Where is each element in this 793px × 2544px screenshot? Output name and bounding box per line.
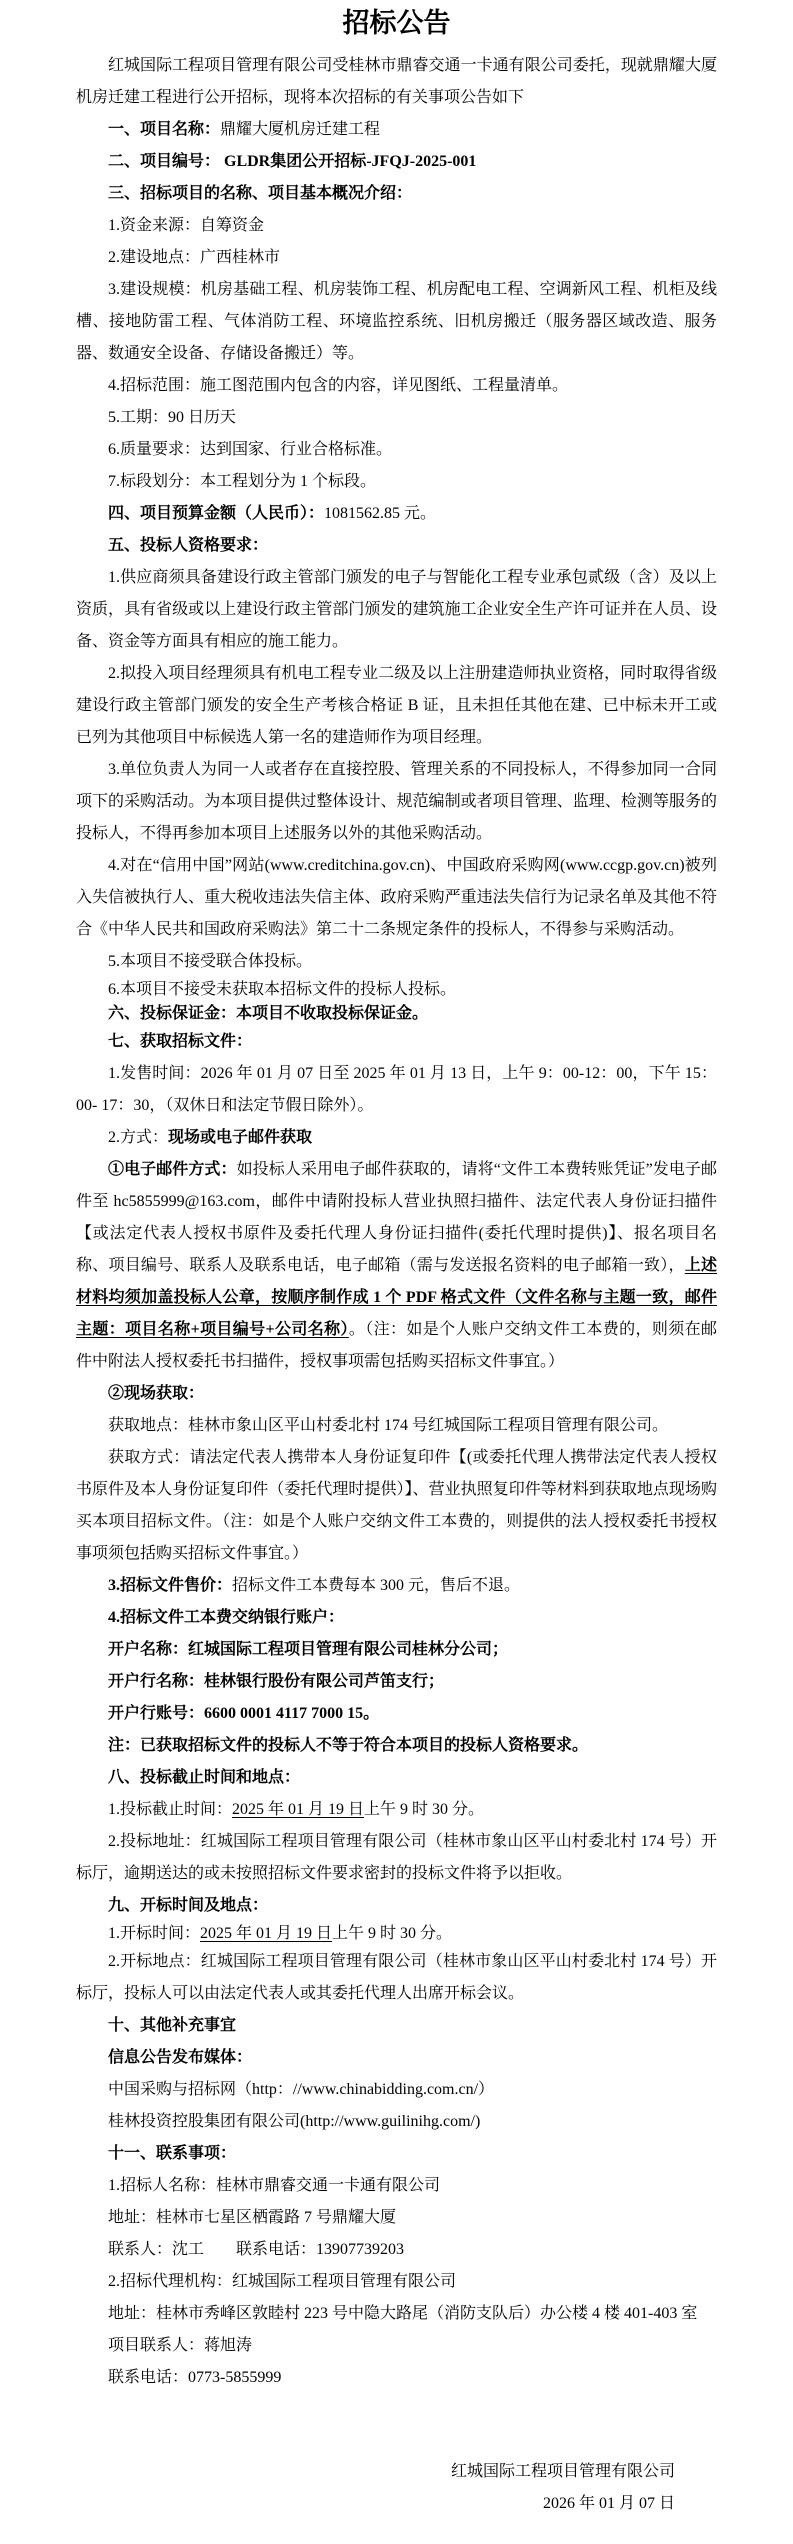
media-heading <box>76 2042 717 2074</box>
section-3-heading <box>76 178 717 210</box>
obtain-method-run-0: 2.方式： <box>108 1129 169 1146</box>
section-4-budget <box>76 498 717 530</box>
section-2-project-number-run-0: 二、项目编号： GLDR集团公开招标-JFQJ-2025-001 <box>108 153 477 170</box>
obtain-method <box>76 1122 717 1154</box>
construction-scale <box>76 274 717 370</box>
agency-contact-person <box>76 2330 717 2362</box>
tenderer-name-run-0: 1.招标人名称：桂林市鼎睿交通一卡通有限公司 <box>108 2177 441 2194</box>
qualification-4-run-0: 4.对在“信用中国”网站(www.creditchina.gov.cn)、中国政府采购网(www.ccgp.gov.cn)被列入失信被执行人、重大税收违法失信主体、政府采购严重违法失信行为记录名单及其他不符合《中华人民共和国政府采购法》第二十二条规定条件的投标人，不得参与采购活动。 <box>76 857 717 938</box>
agency-name-run-0: 2.招标代理机构：红城国际工程项目管理有限公司 <box>108 2273 457 2290</box>
document-title <box>76 4 717 42</box>
opening-time-run-2: 上午 9 时 30 分。 <box>332 1925 453 1942</box>
agency-phone <box>76 2362 717 2394</box>
media-heading-run-0: 信息公告发布媒体： <box>108 2049 253 2066</box>
intro-paragraph-run-0: 红城国际工程项目管理有限公司受桂林市鼎睿交通一卡通有限公司委托，现就鼎耀大厦机房迁建工程进行公开招标，现将本次招标的有关事项公告如下 <box>76 57 717 106</box>
qualification-5-run-0: 5.本项目不接受联合体投标。 <box>108 953 313 970</box>
section-division <box>76 466 717 498</box>
section-10-heading <box>76 2010 717 2042</box>
announcement-date-run-0: 2026 年 01 月 07 日 <box>542 2495 675 2512</box>
agency-signature <box>76 2456 717 2488</box>
bid-address-run-0: 2.投标地址：红城国际工程项目管理有限公司（桂林市象山区平山村委北村 174 号）开标厅，逾期送达的或未按照招标文件要求密封的投标文件将予以拒收。 <box>76 1833 717 1882</box>
bid-deadline-run-1: 2025 年 01 月 19 日 <box>232 1801 365 1818</box>
email-method-run-1: 如投标人采用电子邮件获取的，请将“文件工本费转账凭证”发电子邮件至 hc5855999@163.com，邮件中请附投标人营业执照扫描件、法定代表人身份证扫描件【或法定代表人授权书原件及委托代理人身份证扫描件(委托代理时提供)】、报名项目名称、项目编号、联系人及联系电话，电子邮箱（需与发送报名资料的电子邮箱一致）， <box>76 1161 717 1274</box>
account-number-run-0: 开户行账号：6600 0001 4117 7000 15。 <box>108 1705 380 1722</box>
section-6-bid-bond <box>76 1002 717 1026</box>
sale-time-run-0: 1.发售时间：2026 年 01 月 07 日至 2025 年 01 月 13 日，上午 9：00-12：00，下午 15：00- 17：30，（双休日和法定节假日除外）。 <box>76 1065 717 1114</box>
media-chinabidding-run-0: 中国采购与招标网（http：//www.chinabidding.com.cn/） <box>108 2081 495 2098</box>
section-9-heading-run-0: 九、开标时间及地点： <box>108 1897 269 1914</box>
qualification-3 <box>76 754 717 850</box>
tenderer-name <box>76 2170 717 2202</box>
bank-name <box>76 1666 717 1698</box>
qualification-note-run-0: 注：已获取招标文件的投标人不等于符合本项目的投标人资格要求。 <box>108 1737 589 1754</box>
section-1-project-name <box>76 114 717 146</box>
opening-time-run-0: 1.开标时间： <box>108 1925 201 1942</box>
section-division-run-0: 7.标段划分：本工程划分为 1 个标段。 <box>108 473 377 490</box>
bid-deadline-run-0: 1.投标截止时间： <box>108 1801 233 1818</box>
section-9-heading <box>76 1890 717 1922</box>
agency-address-run-0: 地址：桂林市秀峰区敦睦村 223 号中隐大路尾（消防支队后）办公楼 4 楼 401-403 室 <box>108 2305 698 2322</box>
bank-account-heading-run-0: 4.招标文件工本费交纳银行账户： <box>108 1609 345 1626</box>
tenderer-contact-run-0: 联系人：沈工 联系电话：13907739203 <box>108 2241 405 2258</box>
section-5-heading-run-0: 五、投标人资格要求： <box>108 537 269 554</box>
agency-signature-run-0: 红城国际工程项目管理有限公司 <box>450 2463 675 2480</box>
qualification-4 <box>76 850 717 946</box>
section-3-heading-run-0: 三、招标项目的名称、项目基本概况介绍： <box>108 185 413 202</box>
document-body <box>76 4 717 2520</box>
qualification-1 <box>76 562 717 658</box>
quality-requirement <box>76 434 717 466</box>
qualification-5 <box>76 946 717 978</box>
email-method-run-2: 上述材料均须加盖投标人公章，按顺序制作成 1 个 PDF 格式文件（文件名称与主题一致，邮件主题：项目名称+项目编号+公司名称） <box>76 1257 717 1338</box>
opening-location <box>76 1946 717 2010</box>
section-4-budget-run-1: 1081562.85 元。 <box>324 505 437 522</box>
bid-scope-run-0: 4.招标范围：施工图范围内包含的内容，详见图纸、工程量清单。 <box>108 377 569 394</box>
obtain-procedure-run-0: 获取方式：请法定代表人携带本人身份证复印件【(或委托代理人携带法定代表人授权书原件及本人身份证复印件（委托代理时提供）】、营业执照复印件等材料到获取地点现场购买本项目招标文件。（注：如是个人账户交纳文件工本费的，则提供的法人授权委托书授权事项须包括购买招标文件事宜。） <box>76 1449 717 1562</box>
section-2-project-number <box>76 146 717 178</box>
document-price-run-0: 3.招标文件售价： <box>108 1577 233 1594</box>
document-price <box>76 1570 717 1602</box>
construction-site <box>76 242 717 274</box>
email-method-run-0: ①电子邮件方式： <box>108 1161 237 1178</box>
section-5-heading <box>76 530 717 562</box>
onsite-method-heading <box>76 1378 717 1410</box>
qualification-1-run-0: 1.供应商须具备建设行政主管部门颁发的电子与智能化工程专业承包贰级（含）及以上资质，具有省级或以上建设行政主管部门颁发的建筑施工企业安全生产许可证并在人员、设备、资金等方面具有相应的施工能力。 <box>76 569 717 650</box>
qualification-note <box>76 1730 717 1762</box>
obtain-location-run-0: 获取地点：桂林市象山区平山村委北村 174 号红城国际工程项目管理有限公司。 <box>108 1417 669 1434</box>
email-method-run-3: 。（注：如是个人账户交纳文件工本费的，则须在邮件中附法人授权委托书扫描件，授权事项需包括购买招标文件事宜。） <box>76 1321 717 1370</box>
announcement-date <box>76 2488 717 2520</box>
section-11-heading <box>76 2138 717 2170</box>
quality-requirement-run-0: 6.质量要求：达到国家、行业合格标准。 <box>108 441 393 458</box>
media-chinabidding <box>76 2074 717 2106</box>
section-11-heading-run-0: 十一、联系事项： <box>108 2145 237 2162</box>
tenderer-contact <box>76 2234 717 2266</box>
funding-source-run-0: 1.资金来源：自筹资金 <box>108 217 265 234</box>
qualification-2-run-0: 2.拟投入项目经理须具有机电工程专业二级及以上注册建造师执业资格，同时取得省级建设行政主管部门颁发的安全生产考核合格证 B 证，且未担任其他在建、已中标未开工或已列为其他项目中标候选人第一名的建造师作为项目经理。 <box>76 665 717 746</box>
agency-phone-run-0: 联系电话：0773-5855999 <box>108 2369 282 2386</box>
section-8-heading <box>76 1762 717 1794</box>
bid-scope <box>76 370 717 402</box>
tenderer-address <box>76 2202 717 2234</box>
opening-time <box>76 1922 717 1946</box>
construction-period-run-0: 5.工期：90 日历天 <box>108 409 237 426</box>
construction-site-run-0: 2.建设地点：广西桂林市 <box>108 249 281 266</box>
section-10-heading-run-0: 十、其他补充事宜 <box>108 2017 237 2034</box>
section-4-budget-run-0: 四、项目预算金额（人民币）： <box>108 505 325 522</box>
media-guilinihg <box>76 2106 717 2138</box>
document-price-run-1: 招标文件工本费每本 300 元，售后不退。 <box>232 1577 521 1594</box>
email-method <box>76 1154 717 1378</box>
opening-time-run-1: 2025 年 01 月 19 日 <box>200 1925 333 1942</box>
section-7-heading-run-0: 七、获取招标文件： <box>108 1033 253 1050</box>
obtain-procedure <box>76 1442 717 1570</box>
bid-deadline <box>76 1794 717 1826</box>
intro-paragraph <box>76 50 717 114</box>
bid-deadline-run-2: 上午 9 时 30 分。 <box>364 1801 485 1818</box>
obtain-location <box>76 1410 717 1442</box>
agency-address <box>76 2298 717 2330</box>
bank-account-heading <box>76 1602 717 1634</box>
funding-source <box>76 210 717 242</box>
section-1-project-name-run-1: 鼎耀大厦机房迁建工程 <box>220 121 381 138</box>
section-7-heading <box>76 1026 717 1058</box>
agency-name <box>76 2266 717 2298</box>
obtain-method-run-1: 现场或电子邮件获取 <box>168 1129 313 1146</box>
bank-name-run-0: 开户行名称：桂林银行股份有限公司芦笛支行； <box>108 1673 445 1690</box>
bid-address <box>76 1826 717 1890</box>
account-name-run-0: 开户名称：红城国际工程项目管理有限公司桂林分公司； <box>108 1641 509 1658</box>
section-6-bid-bond-run-0: 六、投标保证金：本项目不收取投标保证金。 <box>108 1005 429 1022</box>
onsite-method-heading-run-0: ②现场获取： <box>108 1385 205 1402</box>
agency-contact-person-run-0: 项目联系人：蒋旭涛 <box>108 2337 253 2354</box>
construction-scale-run-0: 3.建设规模：机房基础工程、机房装饰工程、机房配电工程、空调新风工程、机柜及线槽、接地防雷工程、气体消防工程、环境监控系统、旧机房搬迁（服务器区域改造、服务器、数通安全设备、存储设备搬迁）等。 <box>76 281 717 362</box>
qualification-3-run-0: 3.单位负责人为同一人或者存在直接控股、管理关系的不同投标人，不得参加同一合同项下的采购活动。为本项目提供过整体设计、规范编制或者项目管理、监理、检测等服务的投标人，不得再参加本项目上述服务以外的其他采购活动。 <box>76 761 717 842</box>
tenderer-address-run-0: 地址：桂林市七星区栖霞路 7 号鼎耀大厦 <box>108 2209 397 2226</box>
qualification-6 <box>76 978 717 1002</box>
sale-time <box>76 1058 717 1122</box>
qualification-6-run-0: 6.本项目不接受未获取本招标文件的投标人投标。 <box>108 981 457 998</box>
qualification-2 <box>76 658 717 754</box>
document-title-run-0: 招标公告 <box>342 8 451 38</box>
media-guilinihg-run-0: 桂林投资控股集团有限公司(http://www.guilinihg.com/) <box>108 2113 481 2130</box>
section-1-project-name-run-0: 一、项目名称： <box>108 121 221 138</box>
account-name <box>76 1634 717 1666</box>
section-8-heading-run-0: 八、投标截止时间和地点： <box>108 1769 301 1786</box>
construction-period <box>76 402 717 434</box>
account-number <box>76 1698 717 1730</box>
opening-location-run-0: 2.开标地点：红城国际工程项目管理有限公司（桂林市象山区平山村委北村 174 号）开标厅，投标人可以由法定代表人或其委托代理人出席开标会议。 <box>76 1953 717 2002</box>
